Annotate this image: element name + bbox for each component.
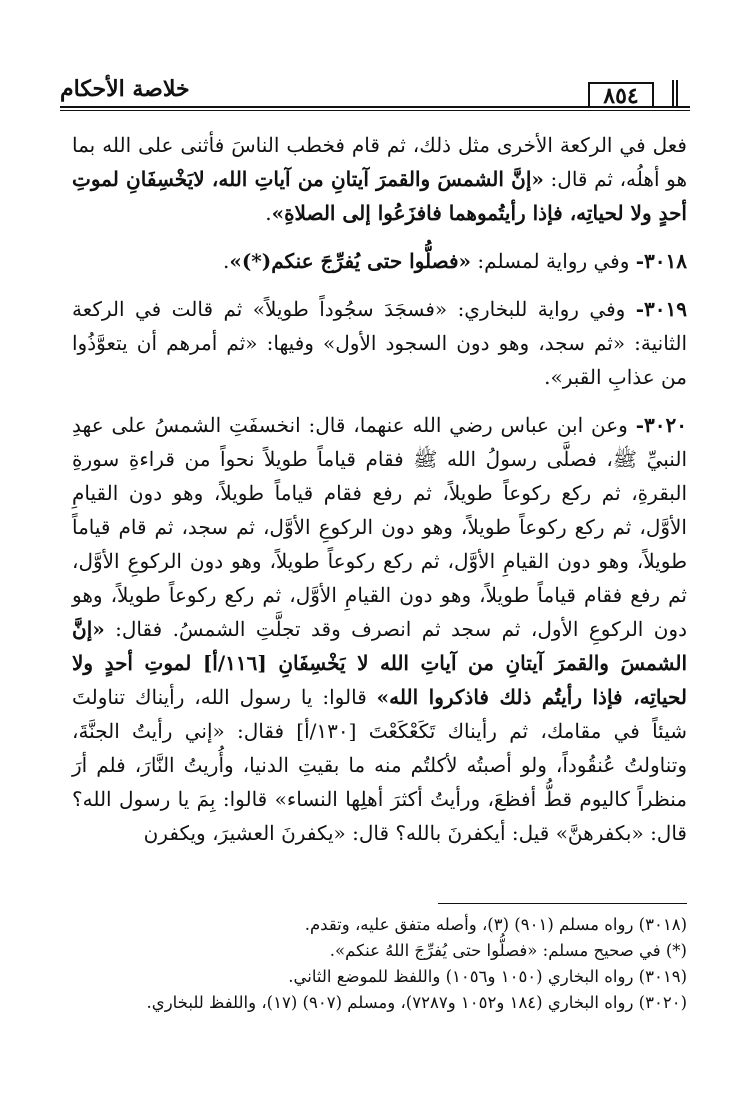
footnote-3020: (٣٠٢٠) رواه البخاري (١٨٤ و١٠٥٢ و٧٢٨٧)، ومسلم (٩٠٧) (١٧)، واللفظ للبخاري. xyxy=(146,993,687,1012)
paragraph-continuation xyxy=(72,128,687,230)
text-run: . xyxy=(222,249,230,273)
hadith-number: ٣٠٢٠- xyxy=(635,413,687,437)
footnote-star: (*) في صحيح مسلم: «فصلُّوا حتى يُفرِّجَ اللهُ عنكم». xyxy=(329,941,687,960)
page-number: ٨٥٤ xyxy=(588,82,654,108)
footnotes xyxy=(100,912,687,1016)
header-rule-thin xyxy=(60,110,690,111)
hadith-quote: «إنَّ الشمسَ والقمرَ آيتانِ من آياتِ الله لا يَخْسِفَانِ [١١٦/أ] لموتِ أحدٍ ولا لحياتِه، فإذا رأيتُم ذلك فاذكروا الله» xyxy=(72,617,687,709)
text-run: وعن ابن عباس رضي الله عنهما، قال: انخسفَتِ الشمسُ على عهدِ النبيِّ ﷺ، فصلَّى رسولُ الله ﷺ فقام قياماً طويلاً نحواً من قراءةِ سورةِ البقرةِ، ثم ركع ركوعاً طويلاً، ثم رفع فقام قياماً طويلاً، وهو دون القيامِ الأوَّل، ثم ركع ركوعاً طويلاً، وهو دون الركوعِ الأوَّل، ثم سجد، ثم قام قياماً طويلاً، وهو دون القيامِ الأوَّل، ثم ركع ركوعاً طويلاً، وهو دون الركوعِ الأوَّل، ثم رفع فقام قياماً طويلاً، وهو دون القيامِ الأوَّل، ثم ركع ركوعاً طويلاً، وهو دون الركوعِ الأول، ثم سجد ثم انصرف وقد تجلَّتِ الشمسُ. فقال: xyxy=(72,413,687,641)
footnote-separator xyxy=(438,903,687,904)
book-title: خلاصة الأحكام xyxy=(60,76,190,102)
text-run: فعل في الركعة الأخرى مثل ذلك، ثم قام فخطب الناسَ فأثنى على الله بما هو أهلُه، ثم قال: xyxy=(72,133,687,191)
footnote-3019: (٣٠١٩) رواه البخاري (١٠٥٠ و١٠٥٦) واللفظ للموضع الثاني. xyxy=(288,967,687,986)
page-header xyxy=(60,70,690,109)
header-rule xyxy=(60,106,690,108)
hadith-quote: «فصلُّوا حتى يُفرِّجَ عنكم(*)» xyxy=(229,249,472,273)
main-text xyxy=(72,128,687,864)
text-run: . xyxy=(265,201,272,225)
header-marker xyxy=(652,80,678,108)
hadith-3019 xyxy=(72,292,687,394)
text-run: قالوا: يا رسول الله، رأيناك تناولتَ شيئاً في مقامك، ثم رأيناك تَكَعْكَعْتَ [١٣٠/أ] فقال: «إني رأيتُ الجنَّةَ، وتناولتُ عُنقُوداً، ولو أصبتُه لأكلتُم منه ما بقيتِ الدنيا، وأُريتُ النَّارَ، فلم أرَ منظراً كاليوم قطُّ أفظعَ، ورأيتُ أكثرَ أهلِها النساء» قالوا: بِمَ يا رسول الله؟ قال: «بكفرهنَّ» قيل: أيكفرنَ بالله؟ قال: «يكفرنَ العشيرَ، ويكفرن xyxy=(72,685,687,845)
text-run: وفي رواية للبخاري: «فسجَدَ سجُوداً طويلاً» ثم قالت في الركعة الثانية: «ثم سجد، وهو دون السجود الأول» وفيها: «ثم أمرهم أن يتعوَّذُوا من عذابِ القبر» xyxy=(72,297,687,389)
hadith-quote: «إنَّ الشمسَ والقمرَ آيتانِ من آياتِ الله، لايَخْسِفَانِ لموتِ أحدٍ ولا لحياتِه، فإذا رأيتُموهما فافزَعُوا إلى الصلاةِ» xyxy=(72,167,687,225)
hadith-3018 xyxy=(72,244,687,278)
text-run: . xyxy=(544,365,551,389)
text-run: وفي رواية لمسلم: xyxy=(471,249,636,273)
hadith-number: ٣٠١٩- xyxy=(635,297,687,321)
hadith-3020 xyxy=(72,408,687,850)
hadith-number: ٣٠١٨- xyxy=(635,249,687,273)
footnote-3018: (٣٠١٨) رواه مسلم (٩٠١) (٣)، وأصله متفق عليه، وتقدم. xyxy=(304,915,687,934)
